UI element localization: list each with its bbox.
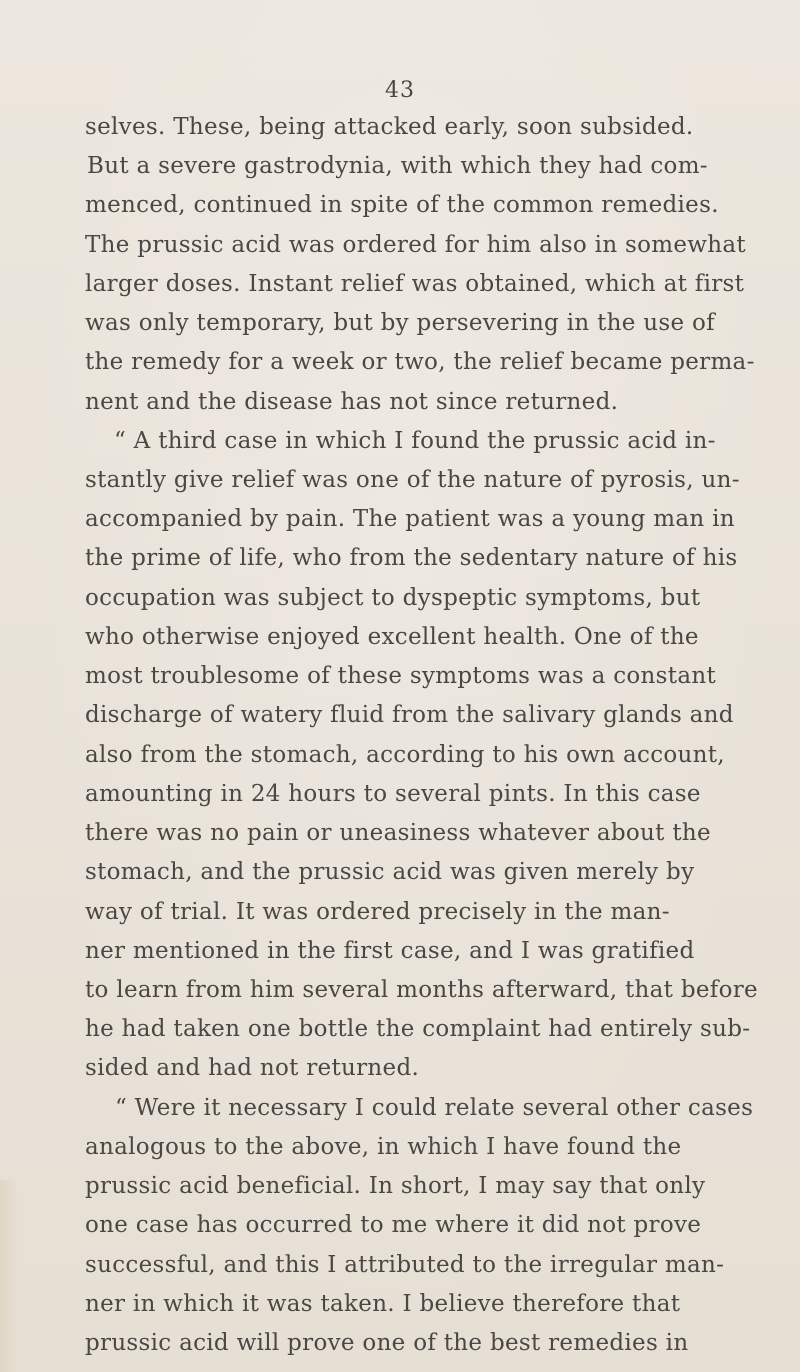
text-line: ner mentioned in the first case, and I was gratified xyxy=(85,938,695,964)
text-line: “ A third case in which I found the prussic acid in- xyxy=(114,428,716,454)
text-line: sided and had not returned. xyxy=(85,1055,420,1081)
text-line: he had taken one bottle the complaint had entirely sub- xyxy=(85,1016,751,1042)
text-line: “ Were it necessary I could relate several other cases xyxy=(115,1095,754,1121)
text-line: nent and the disease has not since returned. xyxy=(85,389,619,415)
text-line: there was no pain or uneasiness whatever about the xyxy=(85,820,711,846)
text-line: ner in which it was taken. I believe therefore that xyxy=(85,1291,681,1317)
text-line: discharge of watery fluid from the salivary glands and xyxy=(85,702,734,728)
text-line: occupation was subject to dyspeptic symptoms, but xyxy=(85,585,701,611)
text-line: menced, continued in spite of the common remedies. xyxy=(85,192,719,218)
text-line: But a severe gastrodynia, with which they had com- xyxy=(87,153,708,179)
text-line: stantly give relief was one of the nature of pyrosis, un- xyxy=(85,467,740,493)
text-line: the prime of life, who from the sedentary nature of his xyxy=(85,545,738,571)
text-line: also from the stomach, according to his own account, xyxy=(85,742,725,768)
text-line: selves. These, being attacked early, soon subsided. xyxy=(85,114,694,140)
text-line: who otherwise enjoyed excellent health. One of the xyxy=(85,624,699,650)
text-line: the remedy for a week or two, the relief became perma- xyxy=(85,349,755,375)
text-line: to learn from him several months afterward, that before xyxy=(85,977,758,1003)
text-line: stomach, and the prussic acid was given merely by xyxy=(85,859,695,885)
text-line: prussic acid beneficial. In short, I may say that only xyxy=(85,1173,706,1199)
text-line: way of trial. It was ordered precisely in the man- xyxy=(85,899,670,925)
text-line: most troublesome of these symptoms was a constant xyxy=(85,663,716,689)
text-line: one case has occurred to me where it did not prove xyxy=(85,1212,702,1238)
text-line: prussic acid will prove one of the best remedies in xyxy=(85,1330,689,1356)
text-line: successful, and this I attributed to the irregular man- xyxy=(85,1252,725,1278)
page-number: 43 xyxy=(385,78,415,103)
text-line: The prussic acid was ordered for him also in somewhat xyxy=(85,232,746,258)
text-line: accompanied by pain. The patient was a young man in xyxy=(85,506,735,532)
text-line: was only temporary, but by persevering in the use of xyxy=(85,310,715,336)
text-line: analogous to the above, in which I have found the xyxy=(85,1134,682,1160)
text-line: amounting in 24 hours to several pints. In this case xyxy=(85,781,701,807)
text-line: larger doses. Instant relief was obtained, which at first xyxy=(85,271,745,297)
